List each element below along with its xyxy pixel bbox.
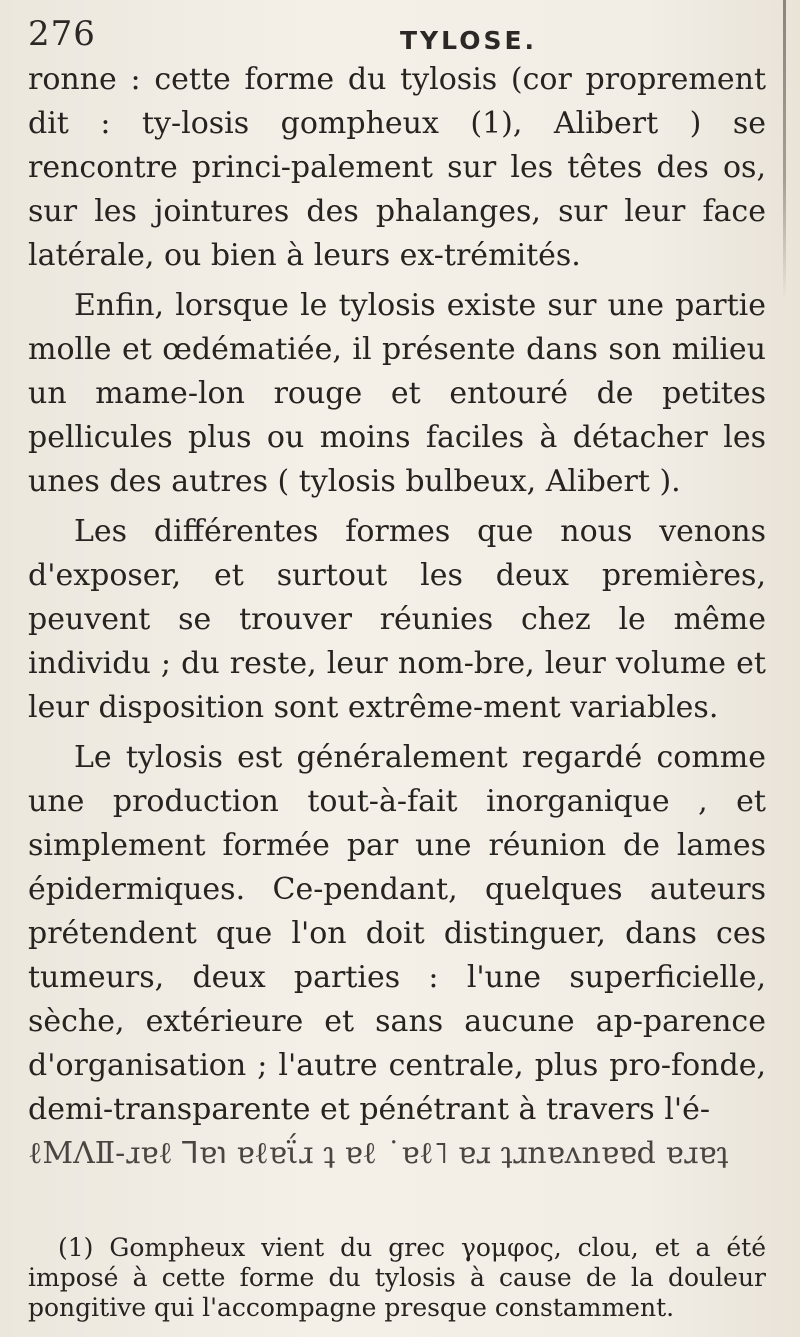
running-head: TYLOSE.: [400, 26, 538, 55]
paragraph-continuation: ronne : cette forme du tylosis (cor proprement dit : ty-losis gompheux (1), Alibert ) se rencontre princi-palement sur les têtes des os, sur les jointures des phalanges, sur leur face latérale, ou bien à leurs ex-trémités.: [28, 62, 766, 273]
page-edge-shadow: [783, 0, 786, 300]
paragraph-inorganic-production: Le tylosis est généralement regardé comme une production tout-à-fait inorganique , et simplement formée par une réunion de lames épidermiques. Ce-pendant, quelques auteurs prétendent que l'on doit distinguer, dans ces tumeurs, deux parties : l'une superficielle, sèche, extérieure et sans aucune ap-parence d'organisation ; l'autre centrale, plus pro-fonde, demi-transparente et pénétrant à travers l'é-: [28, 740, 766, 1127]
body-text: [28, 58, 766, 1176]
page-header: [28, 14, 780, 54]
bleed-through-line: ℓMΛⅡ-ɹɐℓ ⅂ɐ℩ ɐℓɐΐɹ ʇ ɐℓ ˙ɐℓ˥ ɐɹ ʇɹnɐʌnɐɐd ɐɹɐʇ: [28, 1136, 729, 1171]
paragraph-tylosis-bulbeux: Enfin, lorsque le tylosis existe sur une partie molle et œdématiée, il présente dans son milieu un mame-lon rouge et entouré de petites pellicules plus ou moins faciles à détacher les unes des autres ( tylosis bulbeux, Alibert ).: [28, 288, 766, 499]
footnote: [28, 1233, 766, 1323]
footnote-text: (1) Gompheux vient du grec γομφος, clou, et a été imposé à cette forme du tylosis à cause de la douleur pongitive qui l'accompagne presque constamment.: [28, 1233, 766, 1322]
paragraph-forms-variable: Les différentes formes que nous venons d'exposer, et surtout les deux premières, peuvent se trouver réunies chez le même individu ; du reste, leur nom-bre, leur volume et leur disposition sont extrême-ment variables.: [28, 514, 766, 725]
page-number: 276: [28, 14, 96, 54]
